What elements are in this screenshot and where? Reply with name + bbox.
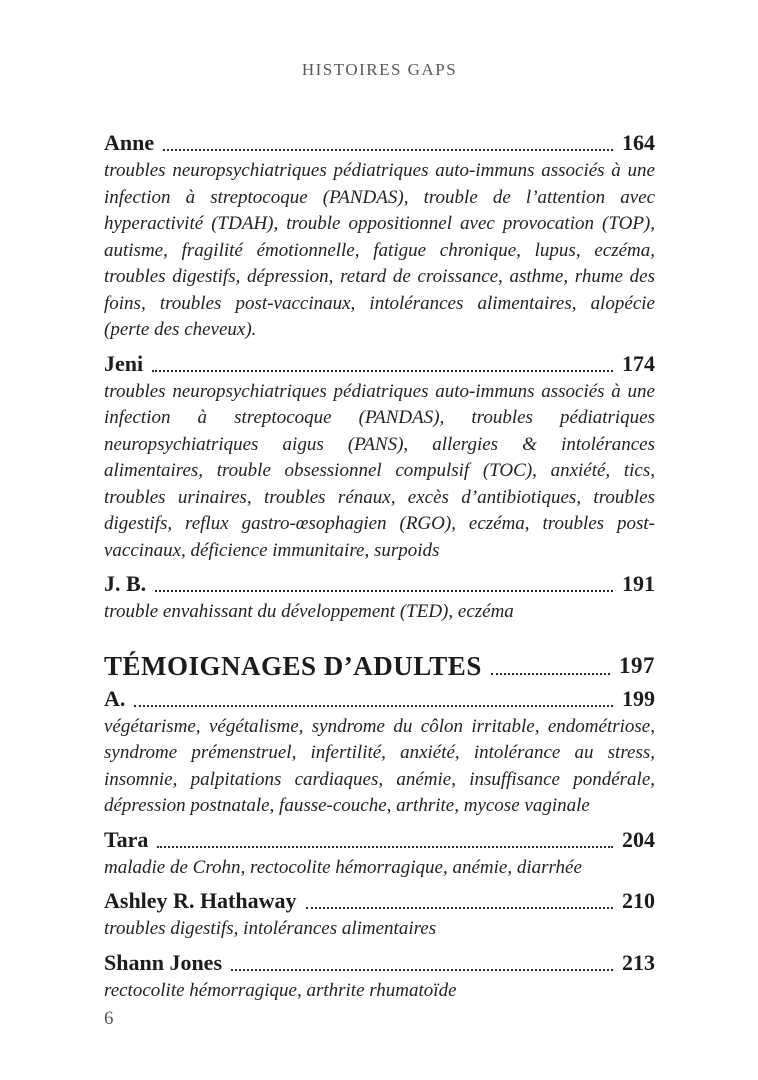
toc-page-number: 204	[622, 826, 655, 852]
toc-entry-title: Tara	[104, 826, 149, 852]
toc-entry-description: troubles neuropsychiatriques pédiatriques auto-immuns associés à une infection à streptocoque (PANDAS), troubles pédiatriques neuropsychiatriques aigus (PANS), allergies & intolérances alimentaires, trouble obsessionnel compulsif (TOC), anxiété, tics, troubles urinaires, troubles rénaux, excès d’antibiotiques, troubles digestifs, reflux gastro-œsophagien (RGO), eczéma, troubles post-vaccinaux, déficience immunitaire, surpoids	[104, 380, 655, 561]
toc-entry-description: maladie de Crohn, rectocolite hémorragique, anémie, diarrhée	[104, 856, 582, 878]
toc-entry-title: A.	[104, 685, 126, 711]
folio-page-number: 6	[104, 1008, 114, 1029]
toc-section-temoignages-adultes	[104, 650, 655, 682]
toc-entry-description: végétarisme, végétalisme, syndrome du côlon irritable, endométriose, syndrome prémenstruel, infertilité, anxiété, intolérance au stress, insomnie, palpitations cardiaques, anémie, insuffisance pondérale, dépression postnatale, fausse-couche, arthrite, mycose vaginale	[104, 715, 655, 816]
toc-entry-jb	[104, 571, 655, 626]
toc-entry-description: troubles neuropsychiatriques pédiatriques auto-immuns associés à une infection à streptocoque (PANDAS), trouble de l’attention avec hyperactivité (TDAH), trouble oppositionnel avec provocation (TOP), autisme, fragilité émotionnelle, fatigue chronique, lupus, eczéma, troubles digestifs, dépression, retard de croissance, asthme, rhume des foins, troubles post-vaccinaux, intolérances alimentaires, alopécie (perte des cheveux).	[104, 160, 655, 340]
toc-entry-title: J. B.	[104, 571, 147, 596]
toc-line	[104, 571, 655, 597]
toc-line	[104, 351, 655, 377]
dot-leader	[157, 846, 613, 848]
toc-line	[104, 827, 655, 853]
toc-page-number: 191	[622, 571, 655, 596]
toc-page-number: 174	[622, 350, 655, 376]
toc-entry-title: Ashley R. Hathaway	[104, 888, 297, 913]
toc-entry-description: trouble envahissant du développement (TED), eczéma	[104, 601, 514, 622]
dot-leader	[155, 590, 613, 592]
dot-leader	[491, 673, 610, 675]
dot-leader	[306, 907, 613, 909]
toc-entry-jeni	[104, 351, 655, 565]
toc-section-line	[104, 650, 655, 682]
toc-entry-title: Shann Jones	[104, 949, 223, 975]
dot-leader	[134, 705, 613, 707]
dot-leader	[152, 370, 613, 372]
toc-entry-title: Jeni	[104, 350, 144, 376]
toc-entry-anne	[104, 130, 655, 344]
toc-entry-description: rectocolite hémorragique, arthrite rhumatoïde	[104, 979, 457, 1001]
toc-page-number: 197	[619, 652, 655, 678]
table-of-contents	[104, 130, 655, 1011]
toc-entry-title: Anne	[104, 130, 155, 155]
toc-page-number: 164	[622, 130, 655, 155]
toc-entry-description: troubles digestifs, intolérances alimentaires	[104, 918, 437, 939]
toc-page-number: 210	[622, 888, 655, 913]
toc-page-number: 213	[622, 949, 655, 975]
toc-section-title: TÉMOIGNAGES D’ADULTES	[104, 650, 482, 681]
toc-entry-ashley	[104, 888, 655, 943]
toc-line	[104, 950, 655, 976]
toc-entry-shann	[104, 950, 655, 1005]
toc-entry-tara	[104, 827, 655, 882]
toc-line	[104, 888, 655, 914]
toc-line	[104, 686, 655, 712]
toc-page-number: 199	[622, 685, 655, 711]
toc-line	[104, 130, 655, 156]
dot-leader	[163, 149, 613, 151]
toc-entry-a	[104, 686, 655, 820]
dot-leader	[231, 969, 613, 971]
running-header: HISTOIRES GAPS	[301, 60, 458, 79]
